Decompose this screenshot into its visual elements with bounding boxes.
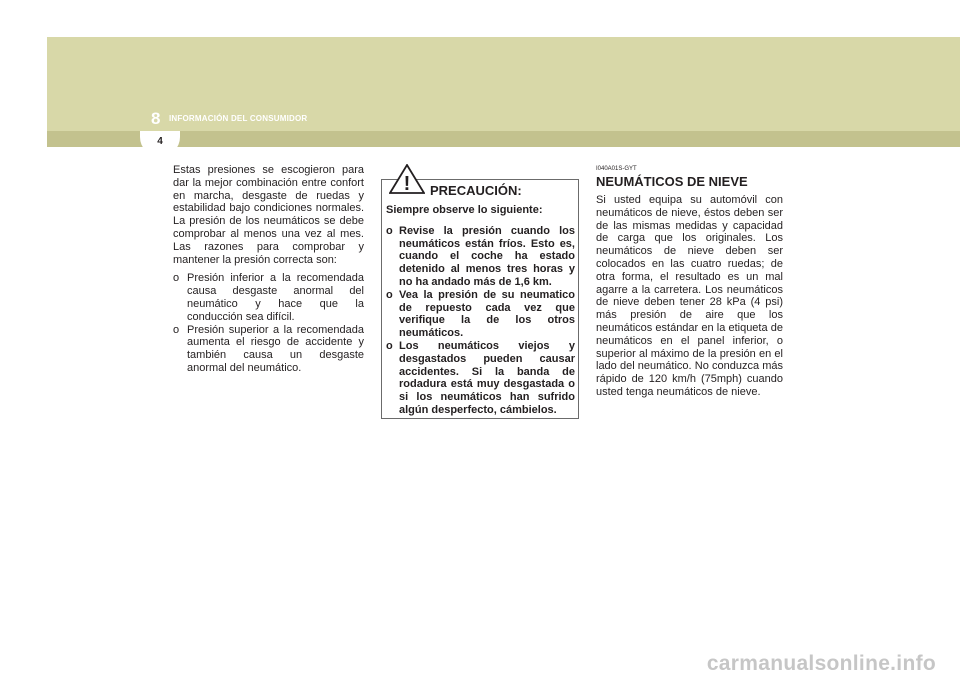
snow-tires-paragraph: Si usted equipa su automóvil con neumáticos de nieve, éstos deben ser de las mismas medidas y capacidad de carga que los originales. Los neumáticos de nieve deben ser colocados en las cuatro ruedas; de otra forma, el resultado es un mal agarre a la carretera. Los neumáticos de nieve deben tener 28 kPa (4 psi) más presión de aire que los neumáticos estándar en la etiqueta de neumáticos en el panel inferior, o superior al máximo de la presión en el lado del neumático. No conduzca más rápido de 120 km/h (75mph) cuando usted tenga neumáticos de nieve. [596,194,783,398]
list-item-text: Presión inferior a la recomendada causa desgaste anormal del neumático y hace que la conducción sea difícil. [187,272,364,323]
caution-title: PRECAUCIÓN: [430,183,522,198]
bullet-mark: o [173,323,180,336]
footer-watermark: carmanualsonline.info [706,652,936,675]
list-item-text: Revise la presión cuando los neumáticos están fríos. Esto es, cuando el coche ha estado detenido al menos tres horas y no ha andado más de 1,6 km. [399,224,575,288]
page-number: 4 [157,136,163,147]
reference-code: I040A01S-GYT [596,166,637,172]
list-item [386,225,575,289]
list-item-text: Presión superior a la recomendada aumenta el riesgo de accidente y también causa un desgaste anormal del neumático. [187,323,364,374]
bullet-mark: o [386,224,393,237]
chapter-title: INFORMACIÓN DEL CONSUMIDOR [169,114,308,123]
bullet-mark: o [173,272,180,285]
left-column [173,164,364,375]
caution-list [386,225,575,417]
caution-intro: Siempre observe lo siguiente: [386,204,543,216]
bullet-mark: o [386,339,393,352]
chapter-number: 8 [151,109,161,128]
section-title: NEUMÁTICOS DE NIEVE [596,174,748,189]
bullet-mark: o [386,288,393,301]
warning-exclamation: ! [403,173,411,194]
list-item [386,289,575,340]
pressure-reasons-list [173,272,364,374]
warning-triangle-icon [389,164,425,194]
right-column [596,165,783,399]
list-item [173,272,364,323]
list-item-text: Vea la presión de su neumatico de repuesto cada vez que verifique la de los otros neumáticos. [399,288,575,340]
list-item [173,324,364,375]
list-item [386,340,575,417]
list-item-text: Los neumáticos viejos y desgastados pueden causar accidentes. Si la banda de rodadura está muy desgastada o si los neumáticos han sufrido algún desperfecto, cámbielos. [399,339,575,416]
caution-body [386,204,575,417]
intro-paragraph: Estas presiones se escogieron para dar la mejor combinación entre confort en marcha, desgaste de ruedas y estabilidad bajo condiciones normales. La presión de los neumáticos se debe comprobar al menos una vez al mes. Las razones para comprobar y mantener la presión correcta son: [173,164,364,266]
header-band-lower [47,131,960,147]
